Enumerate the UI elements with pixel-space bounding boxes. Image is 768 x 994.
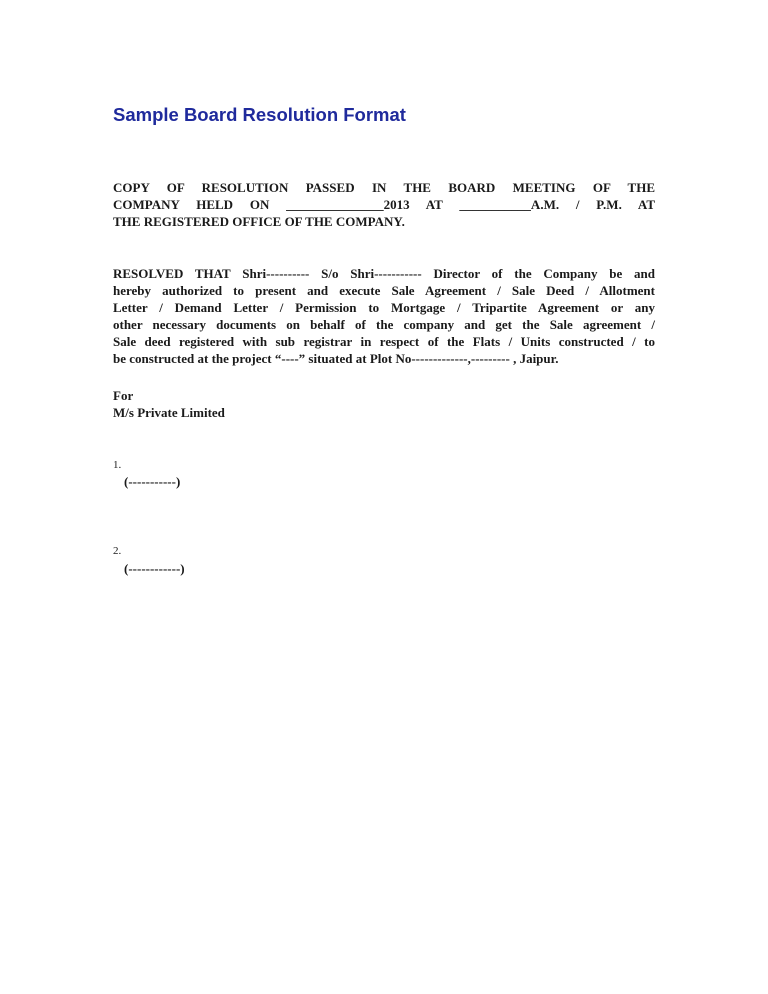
signatory-line: (------------) bbox=[124, 561, 185, 576]
resolution-header-paragraph bbox=[113, 179, 655, 230]
paragraph-line: be constructed at the project “----” situated at Plot No-------------,--------- , Jaipur. bbox=[113, 351, 559, 366]
paragraph-line: THE REGISTERED OFFICE OF THE COMPANY. bbox=[113, 214, 405, 229]
paragraph-line: hereby authorized to present and execute Sale Agreement / Sale Deed / Allotment bbox=[113, 283, 655, 298]
paragraph-line: COMPANY HELD ON _______________2013 AT ___________A.M. / P.M. AT bbox=[113, 197, 655, 212]
paragraph-line: Letter / Demand Letter / Permission to Mortgage / Tripartite Agreement or any bbox=[113, 300, 655, 315]
company-name: M/s Private Limited bbox=[113, 405, 225, 420]
signatory-line: (-----------) bbox=[124, 474, 181, 489]
signatory-number: 2. bbox=[113, 545, 122, 557]
for-label: For bbox=[113, 388, 134, 403]
for-company-block bbox=[113, 387, 225, 421]
signatory-number: 1. bbox=[113, 459, 122, 471]
paragraph-line: RESOLVED THAT Shri---------- S/o Shri----------- Director of the Company be and bbox=[113, 266, 655, 281]
resolution-body-paragraph bbox=[113, 265, 655, 367]
paragraph-line: COPY OF RESOLUTION PASSED IN THE BOARD MEETING OF THE bbox=[113, 180, 655, 195]
paragraph-line: other necessary documents on behalf of the company and get the Sale agreement / bbox=[113, 317, 655, 332]
document-title: Sample Board Resolution Format bbox=[113, 104, 406, 125]
paragraph-line: Sale deed registered with sub registrar in respect of the Flats / Units constructed / to bbox=[113, 334, 655, 349]
